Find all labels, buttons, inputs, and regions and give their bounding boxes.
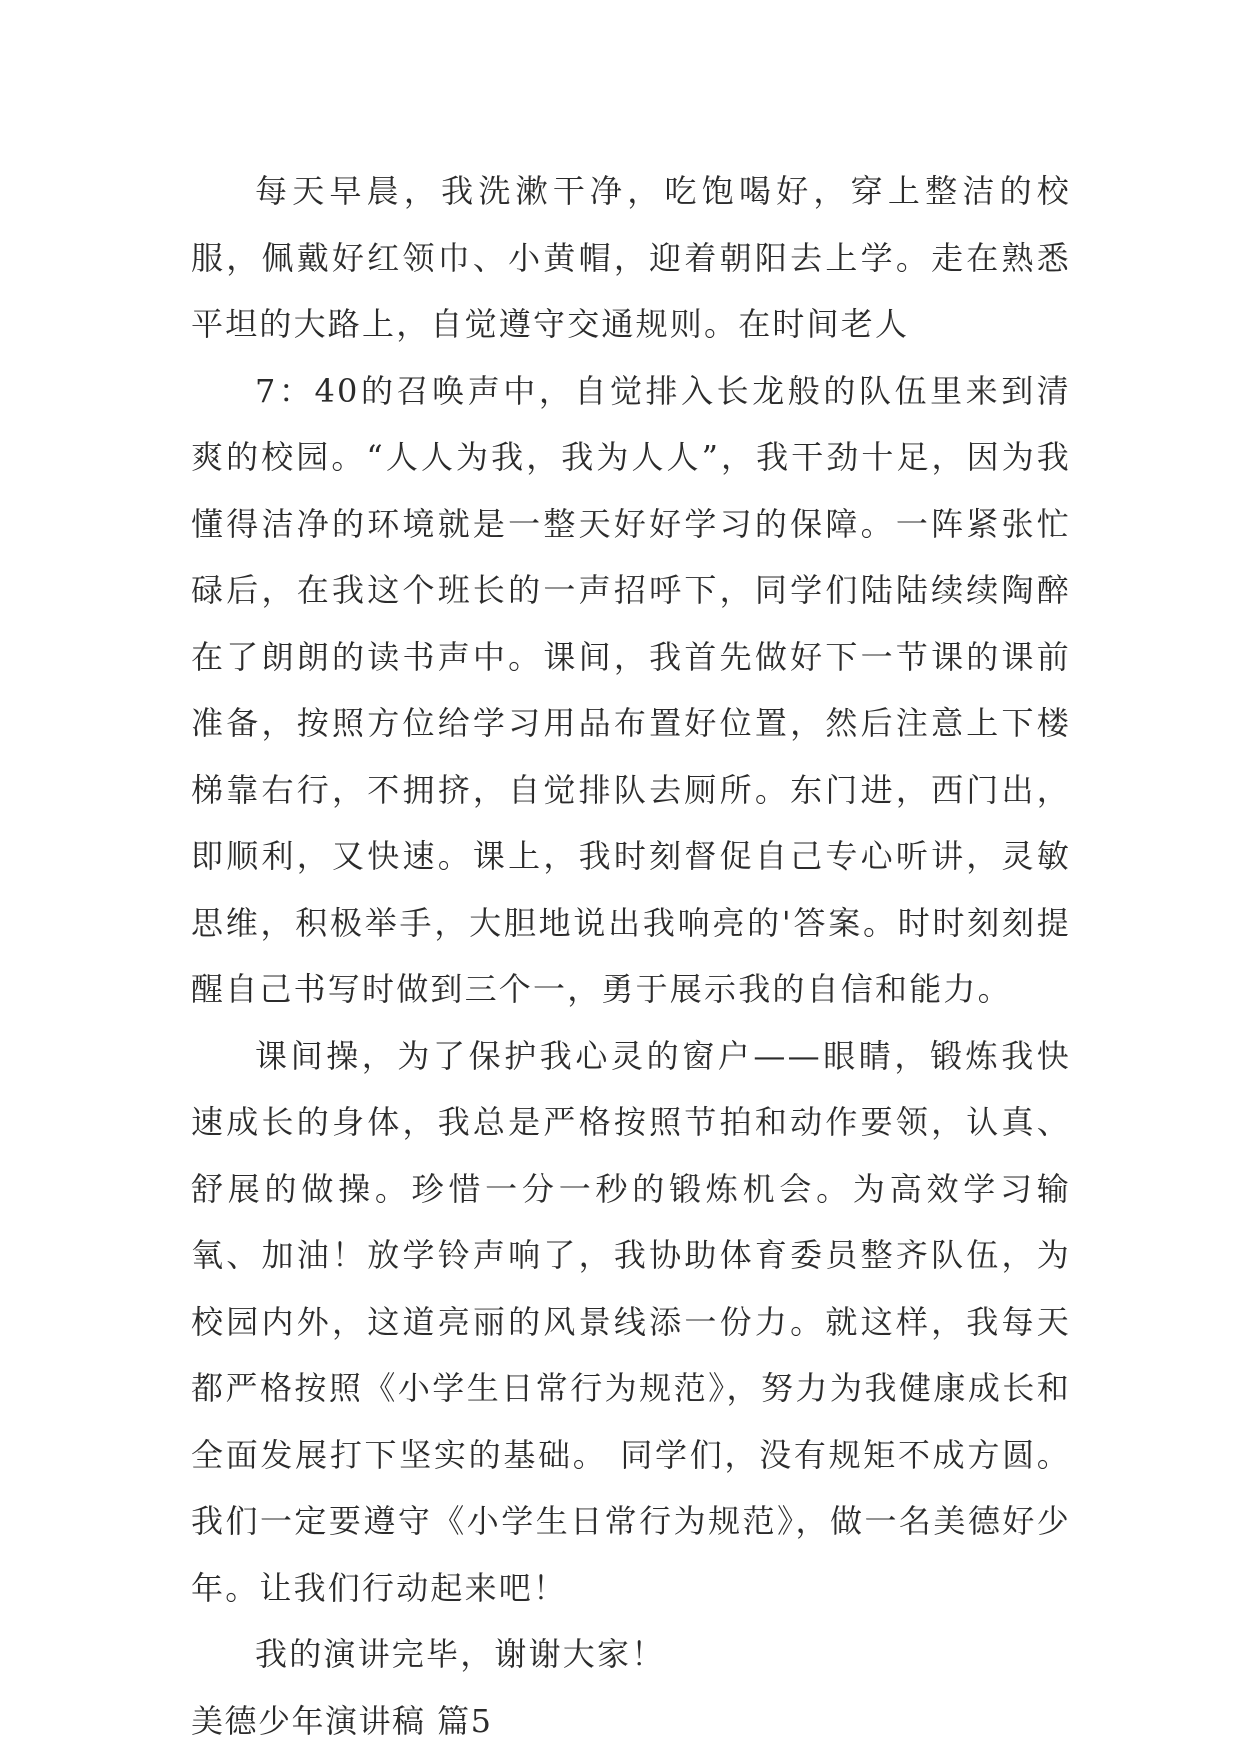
paragraph-morning: 每天早晨，我洗漱干净，吃饱喝好，穿上整洁的校服，佩戴好红领巾、小黄帽，迎着朝阳去上学。走在熟悉平坦的大路上，自觉遵守交通规则。在时间老人	[191, 172, 1071, 343]
next-section-title: 美德少年演讲稿 篇5	[191, 1701, 493, 1740]
document-body	[191, 158, 1071, 1754]
paragraph-school-day: 7：40的召唤声中，自觉排入长龙般的队伍里来到清爽的校园。“人人为我，我为人人”，我干劲十足，因为我懂得洁净的环境就是一整天好好学习的保障。一阵紧张忙碌后，在我这个班长的一声招呼下，同学们陆陆续续陶醉在了朗朗的读书声中。课间，我首先做好下一节课的课前准备，按照方位给学习用品布置好位置，然后注意上下楼梯靠右行，不拥挤，自觉排队去厕所。东门进，西门出，即顺利，又快速。课上，我时刻督促自己专心听讲，灵敏思维，积极举手，大胆地说出我响亮的'答案。时时刻刻提醒自己书写时做到三个一，勇于展示我的自信和能力。	[191, 371, 1071, 1008]
paragraph-closing: 我的演讲完毕，谢谢大家！	[255, 1635, 666, 1673]
paragraph-exercise: 课间操，为了保护我心灵的窗户——眼睛，锻炼我快速成长的身体，我总是严格按照节拍和动作要领，认真、舒展的做操。珍惜一分一秒的锻炼机会。为高效学习输氧、加油！放学铃声响了，我协助体育委员整齐队伍，为校园内外，这道亮丽的风景线添一份力。就这样，我每天都严格按照《小学生日常行为规范》，努力为我健康成长和全面发展打下坚实的基础。 同学们，没有规矩不成方圆。我们一定要遵守《小学生日常行为规范》，做一名美德好少年。让我们行动起来吧！	[191, 1036, 1071, 1607]
